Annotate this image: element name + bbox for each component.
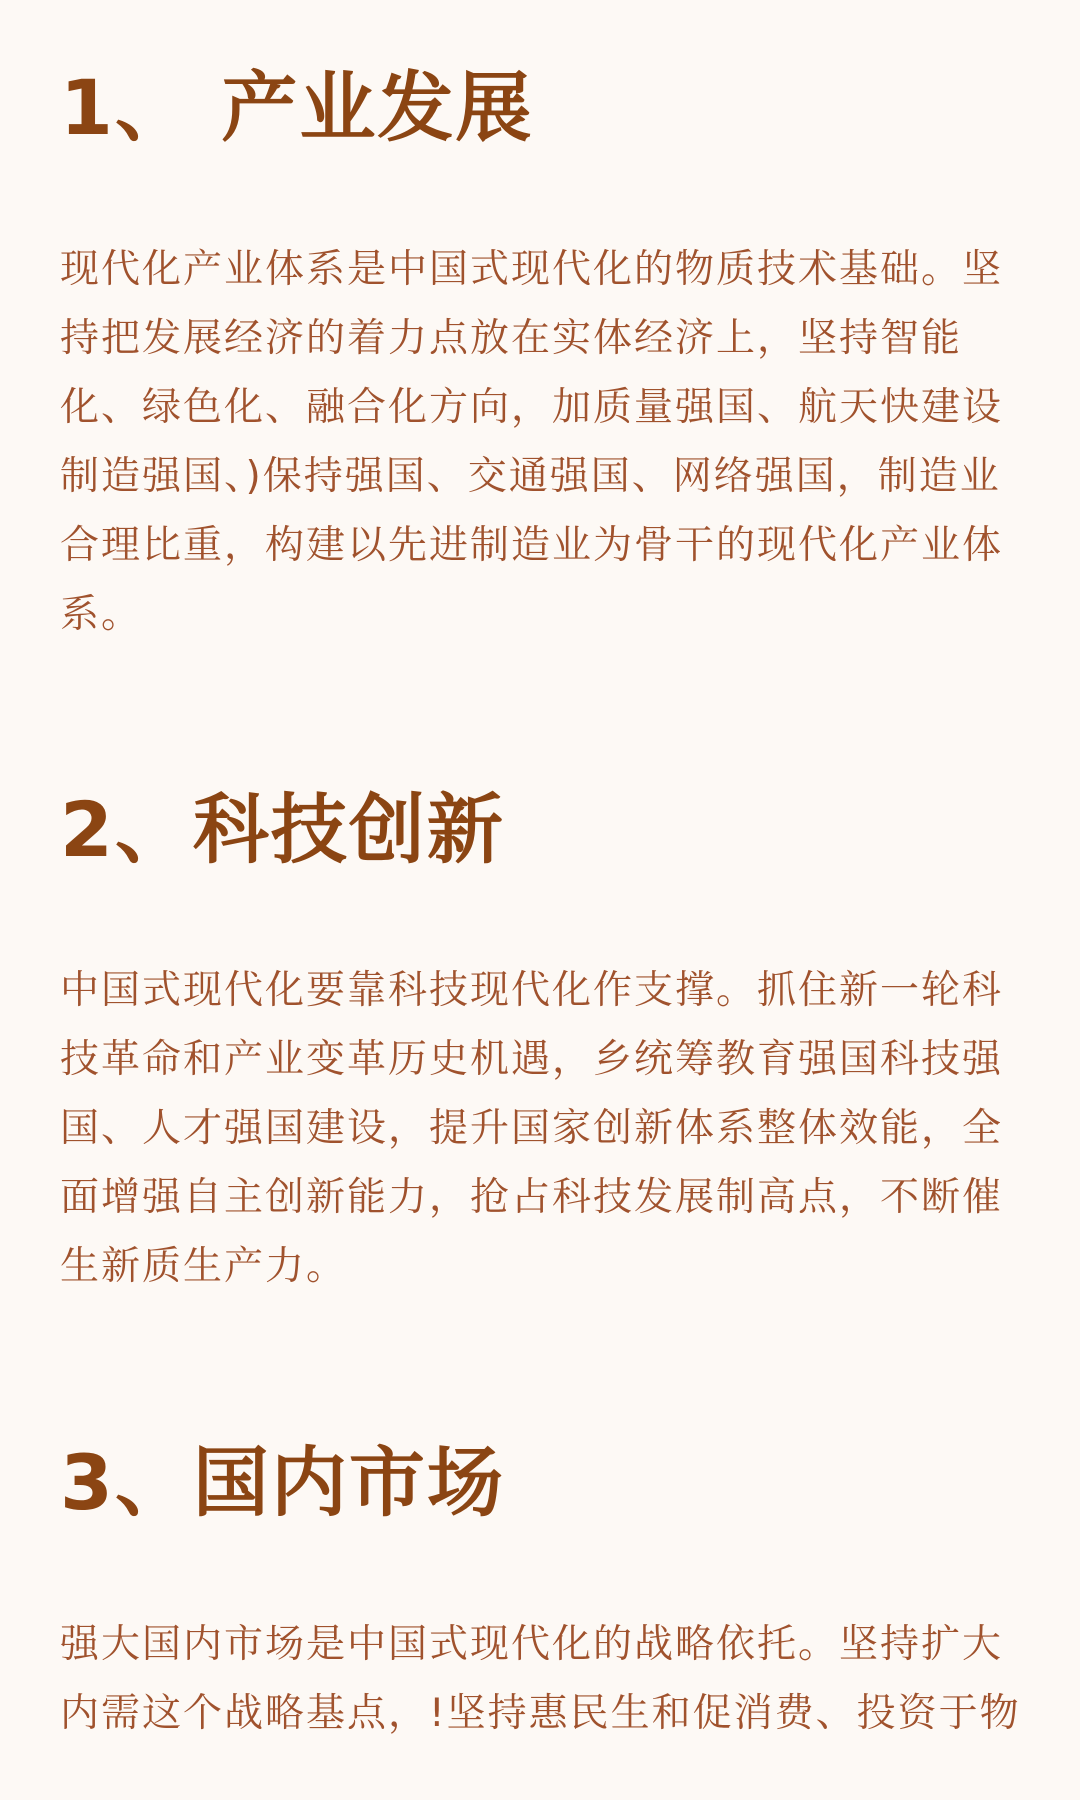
paragraph-line: 中国式现代化要靠科技现代化作支撑。抓住新一轮科 bbox=[60, 968, 1004, 1013]
paragraph-line: 内需这个战略基点，!坚持惠民生和促消费、投资于物 bbox=[60, 1691, 1021, 1736]
section-1-heading-block bbox=[60, 62, 1020, 154]
paragraph-line: 面增强自主创新能力，抢占科技发展制高点，不断催 bbox=[60, 1175, 1004, 1220]
paragraph-line: 合理比重，构建以先进制造业为骨干的现代化产业体 bbox=[60, 523, 1004, 568]
section-3-heading-block bbox=[60, 1437, 1020, 1529]
section-2-paragraph bbox=[60, 956, 1020, 1301]
paragraph-line: 系。 bbox=[60, 592, 143, 637]
paragraph-line: 制造强国、)保持强国、交通强国、网络强国，制造业 bbox=[60, 454, 1001, 499]
paragraph-line: 持把发展经济的着力点放在实体经济上，坚持智能 bbox=[60, 316, 963, 361]
paragraph-line: 技革命和产业变革历史机遇，乡统筹教育强国科技强 bbox=[60, 1037, 1004, 1082]
paragraph-line: 强大国内市场是中国式现代化的战略依托。坚持扩大 bbox=[60, 1622, 1004, 1667]
section-1-heading: 1、 产业发展 bbox=[60, 63, 534, 152]
section-1-paragraph bbox=[60, 235, 1020, 649]
section-3-heading: 3、国内市场 bbox=[60, 1438, 505, 1527]
paragraph-line: 生新质生产力。 bbox=[60, 1244, 348, 1289]
section-3-paragraph bbox=[60, 1610, 1020, 1748]
paragraph-line: 现代化产业体系是中国式现代化的物质技术基础。坚 bbox=[60, 247, 1004, 292]
section-2-heading-block bbox=[60, 784, 1020, 876]
section-2-heading: 2、科技创新 bbox=[60, 785, 505, 874]
paragraph-line: 国、人才强国建设，提升国家创新体系整体效能，全 bbox=[60, 1106, 1004, 1151]
paragraph-line: 化、绿色化、融合化方向，加质量强国、航天快建设 bbox=[60, 385, 1004, 430]
